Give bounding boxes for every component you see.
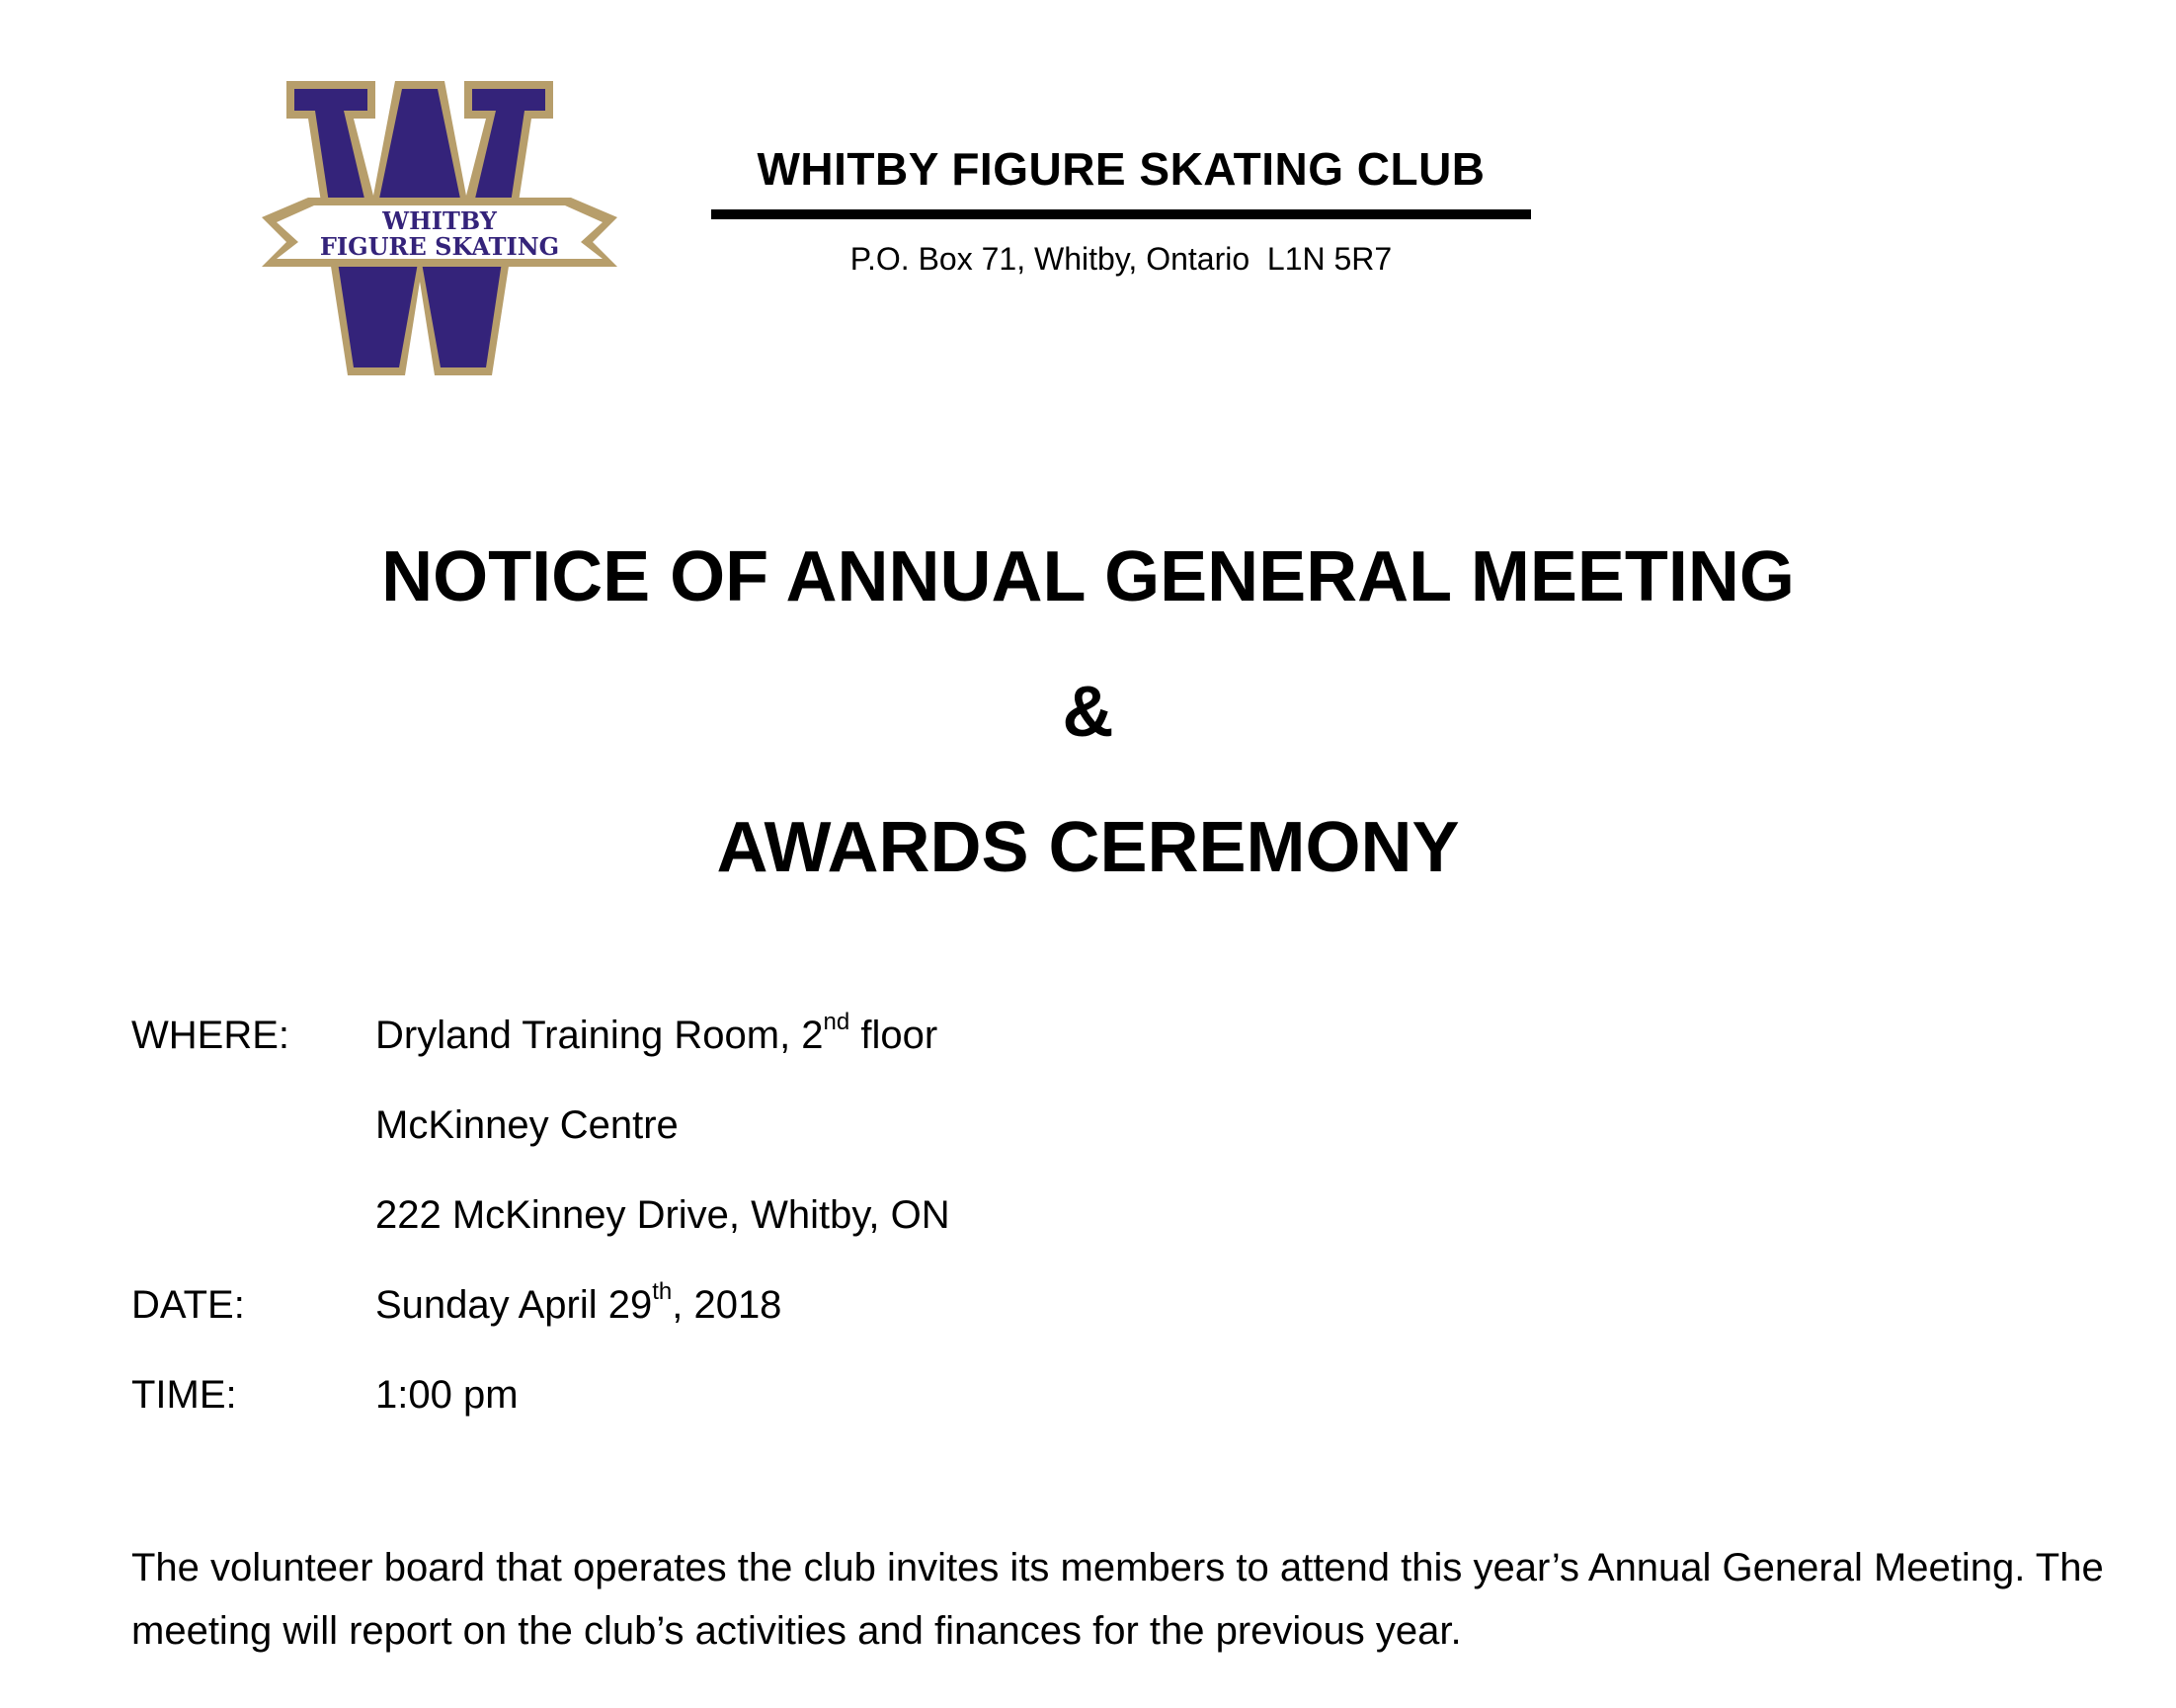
date-value (375, 1278, 782, 1328)
notice-title: NOTICE OF ANNUAL GENERAL MEETING (381, 537, 1795, 616)
organization-name: WHITBY FIGURE SKATING CLUB (757, 143, 1486, 195)
date-text: Sunday April 29 (375, 1283, 653, 1327)
where-line-1-superscript: nd (823, 1009, 850, 1035)
date-superscript: th (652, 1278, 673, 1305)
logo-text-whitby: WHITBY (382, 206, 497, 235)
body-paragraph: The volunteer board that operates the club invites its members to attend this year’s Annual General Meeting. The meeting will report on the club’s activities and finances for the previous year. (131, 1546, 2104, 1653)
awards-title: AWARDS CEREMONY (716, 808, 1460, 887)
where-line-1-text: Dryland Training Room, 2 (375, 1014, 824, 1057)
club-logo-graphic (237, 79, 647, 375)
header-divider (711, 209, 1531, 219)
where-line-1-after: floor (849, 1014, 938, 1057)
where-line-1 (375, 1009, 938, 1058)
where-line-3: 222 McKinney Drive, Whitby, ON (375, 1193, 950, 1237)
where-label: WHERE: (131, 1014, 289, 1057)
organization-address: P.O. Box 71, Whitby, Ontario L1N 5R7 (849, 241, 1393, 277)
title-ampersand: & (1062, 673, 1114, 752)
club-logo (237, 79, 647, 375)
date-after: , 2018 (672, 1283, 782, 1327)
date-label: DATE: (131, 1283, 245, 1327)
logo-text-figure-skating: FIGURE SKATING (319, 232, 560, 261)
time-value: 1:00 pm (375, 1373, 519, 1417)
where-line-2: McKinney Centre (375, 1103, 679, 1147)
time-label: TIME: (131, 1373, 237, 1417)
